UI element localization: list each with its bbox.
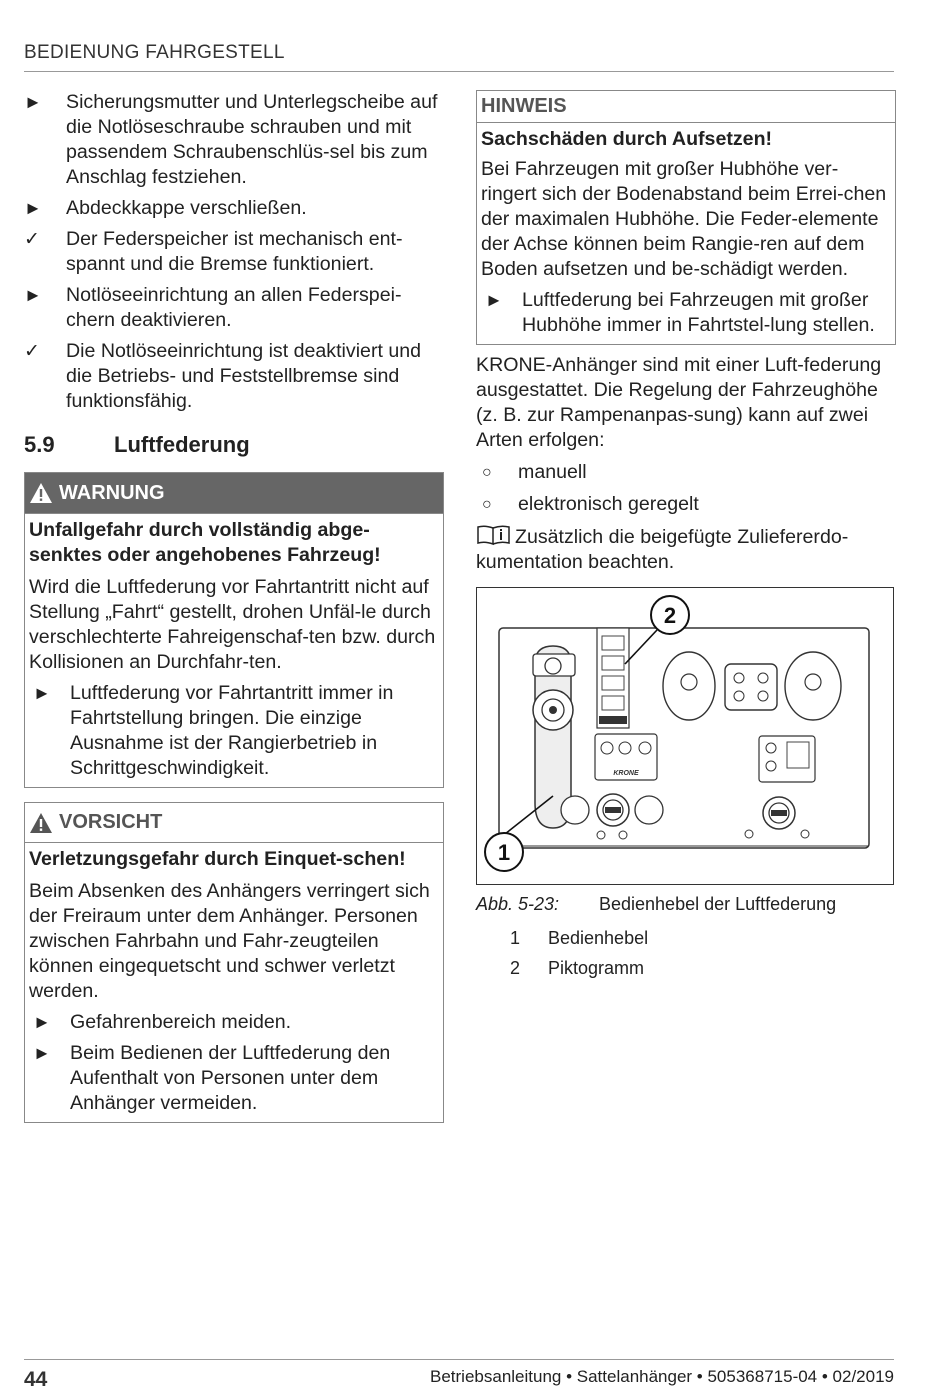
notice-title: Sachschäden durch Aufsetzen! [481,128,773,150]
section-title: Luftfederung [114,432,250,457]
callout-1: 1 [497,840,511,865]
control-panel-illustration [477,588,893,884]
step [481,288,891,338]
arrow-icon: ► [24,198,42,218]
page-header [24,42,894,72]
step-text: Abdeckkappe verschließen. [66,197,307,219]
result-text: Der Federspeicher ist mechanisch ent-spannt und die Bremse funktioniert. [66,228,403,275]
step [29,681,439,781]
warning-content [25,513,443,787]
section-heading [24,432,444,458]
caution-title: Verletzungsgefahr durch Einquet-schen! [29,848,406,870]
circle-bullet-icon: ○ [482,464,492,481]
notice-content [477,123,895,344]
document-info: Betriebsanleitung • Sattelanhänger • 505368715-04 • 02/2019 [430,1367,894,1386]
result-text: Die Notlöseeinrichtung ist deaktiviert und die Betriebs- und Feststellbremse sind funktionsfähig. [66,340,422,412]
legend-item [476,927,896,949]
step-text: Beim Bedienen der Luftfederung den Aufenthalt von Personen unter dem Anhänger vermeiden. [70,1042,391,1114]
list-item-text: manuell [518,461,587,483]
warning-box [24,472,444,788]
step-text: Luftfederung vor Fahrtantritt immer in Fahrtstellung bringen. Die einzige Ausnahme ist der Rangierbetrieb in Schrittgeschwindigkeit. [70,682,394,779]
caption-text: Bedienhebel der Luftfederung [599,894,837,914]
page-number: 44 [24,1368,48,1388]
result [24,227,444,277]
step-text: Notlöseeinrichtung an allen Federspei-chern deaktivieren. [66,284,402,331]
legend-number: 2 [510,958,521,978]
page-footer [24,1359,894,1388]
list-item-text: elektronisch geregelt [518,493,699,515]
left-column [24,90,444,1137]
caution-signal [25,803,443,843]
warning-body: Wird die Luftfederung vor Fahrtantritt nicht auf Stellung „Fahrt“ gestellt, drohen Unfäl-le durch verschlechterte Fahreigenschaf-ten bzw. durch Kollisionen an Durchfahr-ten. [29,576,436,673]
step [24,196,444,221]
warning-signal [25,473,443,513]
notice-signal: HINWEIS [477,91,895,123]
caution-box [24,802,444,1123]
step-text: Sicherungsmutter und Unterlegscheibe auf die Notlöseschraube schrauben und mit passendem Schraubenschlüs-sel bis zum Anschlag festziehen. [66,91,438,188]
legend-item [476,957,896,979]
warning-title: Unfallgefahr durch vollständig abge-senktes oder angehobenes Fahrzeug! [29,519,381,566]
figure-caption [476,893,896,915]
warning-triangle-icon [29,812,53,834]
notice-box [476,90,896,345]
step-text: Gefahrenbereich meiden. [70,1011,292,1033]
check-icon: ✓ [24,229,40,250]
arrow-icon: ► [33,683,51,703]
result [24,339,444,414]
arrow-icon: ► [24,92,42,112]
step [29,1010,439,1035]
arrow-icon: ► [485,290,503,310]
legend-number: 1 [510,928,521,948]
reference-text: Zusätzlich die beigefügte Zuliefererdo-kumentation beachten. [476,526,849,573]
step [29,1041,439,1116]
caution-content [25,843,443,1122]
warning-triangle-icon [29,482,53,504]
step-text: Luftfederung bei Fahrzeugen mit großer Hubhöhe immer in Fahrtstel-lung stellen. [522,289,875,336]
section-number: 5.9 [24,432,55,457]
check-icon: ✓ [24,341,40,362]
intro-paragraph: KRONE-Anhänger sind mit einer Luft-federung ausgestattet. Die Regelung der Fahrzeughöhe (z. B. zur Rampenanpas-sung) kann auf zwei Arten erfolgen: [476,354,882,451]
header-title: BEDIENUNG FAHRGESTELL [24,42,285,63]
legend-text: Piktogramm [548,958,645,978]
list-item [476,460,896,485]
circle-bullet-icon: ○ [482,496,492,513]
notice-body: Bei Fahrzeugen mit großer Hubhöhe ver-ringert sich der Bodenabstand beim Errei-chen der maximalen Hubhöhe. Die Feder-elemente der Achse können beim Rangie-ren auf dem Boden aufsetzen und be-schädigt werden. [481,158,887,280]
arrow-icon: ► [33,1043,51,1063]
warning-signal-word: WARNUNG [59,481,165,504]
list-item [476,492,896,517]
caution-body: Beim Absenken des Anhängers verringert sich der Freiraum unter dem Anhänger. Personen zwischen Fahrbahn und Fahr-zeugteilen können eingequetscht und schwer verletzt werden. [29,880,430,1002]
caution-signal-word: VORSICHT [59,811,163,833]
callout-2: 2 [663,603,677,628]
document-reference [476,524,896,575]
figure-air-suspension-lever [476,587,894,885]
figure-legend [476,927,896,979]
arrow-icon: ► [33,1012,51,1032]
right-column [476,90,896,987]
caption-label: Abb. 5-23: [476,894,560,914]
legend-text: Bedienhebel [548,928,649,948]
step [24,90,444,190]
book-info-icon [476,524,512,546]
step [24,283,444,333]
logo-text: KRONE [613,770,639,777]
arrow-icon: ► [24,285,42,305]
